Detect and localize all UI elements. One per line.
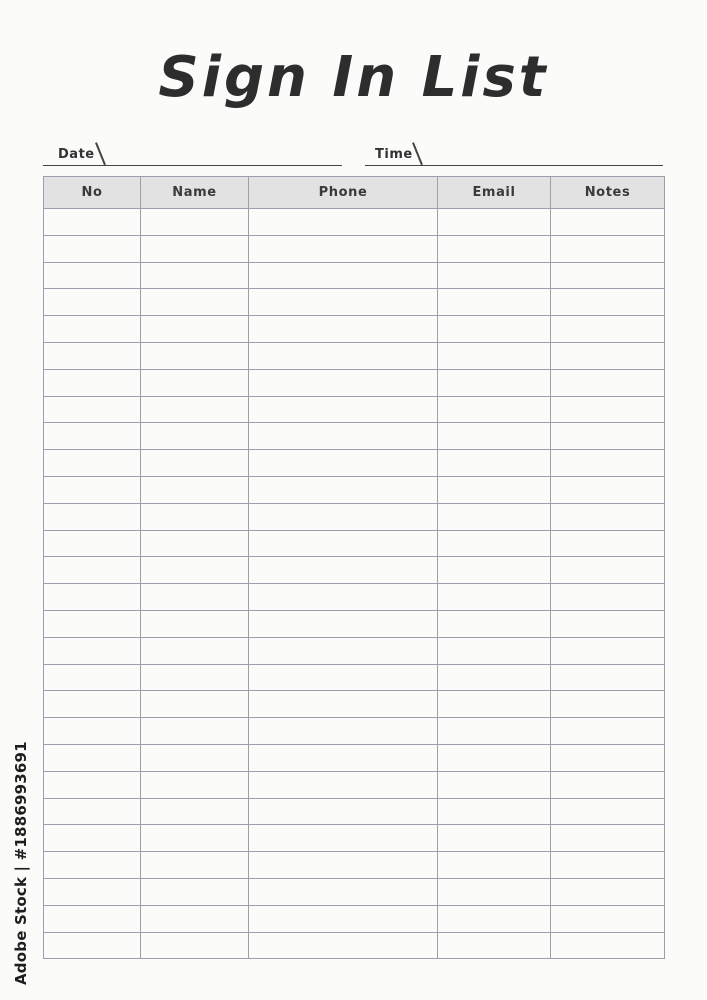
table-cell-no[interactable]	[44, 557, 141, 584]
table-cell-name[interactable]	[141, 744, 249, 771]
table-cell-no[interactable]	[44, 530, 141, 557]
table-cell-email[interactable]	[438, 905, 551, 932]
table-cell-name[interactable]	[141, 718, 249, 745]
table-cell-email[interactable]	[438, 342, 551, 369]
table-cell-phone[interactable]	[249, 825, 438, 852]
table-cell-email[interactable]	[438, 637, 551, 664]
table-cell-notes[interactable]	[551, 610, 665, 637]
table-row	[44, 209, 665, 236]
table-cell-notes[interactable]	[551, 369, 665, 396]
table-cell-email[interactable]	[438, 530, 551, 557]
table-cell-no[interactable]	[44, 503, 141, 530]
table-cell-email[interactable]	[438, 209, 551, 236]
table-cell-phone[interactable]	[249, 771, 438, 798]
table-cell-notes[interactable]	[551, 450, 665, 477]
table-row	[44, 718, 665, 745]
table-cell-name[interactable]	[141, 316, 249, 343]
table-row	[44, 878, 665, 905]
table-cell-name[interactable]	[141, 235, 249, 262]
table-cell-phone[interactable]	[249, 235, 438, 262]
column-header-no: No	[44, 177, 141, 209]
time-field[interactable]	[365, 140, 663, 166]
table-cell-no[interactable]	[44, 932, 141, 959]
table-cell-email[interactable]	[438, 825, 551, 852]
table-cell-email[interactable]	[438, 744, 551, 771]
table-cell-phone[interactable]	[249, 396, 438, 423]
table-cell-name[interactable]	[141, 503, 249, 530]
table-cell-email[interactable]	[438, 289, 551, 316]
table-cell-email[interactable]	[438, 557, 551, 584]
column-header-notes: Notes	[551, 177, 665, 209]
table-cell-phone[interactable]	[249, 557, 438, 584]
table-row	[44, 396, 665, 423]
table-cell-notes[interactable]	[551, 476, 665, 503]
table-row	[44, 905, 665, 932]
table-row	[44, 771, 665, 798]
table-cell-email[interactable]	[438, 798, 551, 825]
table-row	[44, 637, 665, 664]
table-cell-no[interactable]	[44, 476, 141, 503]
table-cell-no[interactable]	[44, 289, 141, 316]
table-cell-no[interactable]	[44, 798, 141, 825]
date-label: Date	[58, 147, 95, 162]
table-cell-phone[interactable]	[249, 664, 438, 691]
table-cell-notes[interactable]	[551, 852, 665, 879]
table-cell-email[interactable]	[438, 610, 551, 637]
table-cell-notes[interactable]	[551, 771, 665, 798]
table-cell-notes[interactable]	[551, 798, 665, 825]
table-cell-phone[interactable]	[249, 316, 438, 343]
column-header-phone: Phone	[249, 177, 438, 209]
table-cell-no[interactable]	[44, 744, 141, 771]
table-cell-phone[interactable]	[249, 852, 438, 879]
table-cell-name[interactable]	[141, 584, 249, 611]
table-cell-notes[interactable]	[551, 905, 665, 932]
table-header-row	[44, 177, 665, 209]
table-cell-notes[interactable]	[551, 316, 665, 343]
table-cell-no[interactable]	[44, 262, 141, 289]
table-cell-no[interactable]	[44, 878, 141, 905]
table-cell-notes[interactable]	[551, 262, 665, 289]
table-cell-email[interactable]	[438, 235, 551, 262]
table-row	[44, 503, 665, 530]
table-cell-name[interactable]	[141, 423, 249, 450]
table-cell-phone[interactable]	[249, 289, 438, 316]
table-cell-email[interactable]	[438, 771, 551, 798]
table-cell-no[interactable]	[44, 610, 141, 637]
table-cell-email[interactable]	[438, 878, 551, 905]
table-cell-notes[interactable]	[551, 664, 665, 691]
table-cell-name[interactable]	[141, 878, 249, 905]
table-row	[44, 369, 665, 396]
column-header-email: Email	[438, 177, 551, 209]
table-row	[44, 235, 665, 262]
table-cell-notes[interactable]	[551, 691, 665, 718]
table-body	[44, 209, 665, 959]
table-cell-notes[interactable]	[551, 718, 665, 745]
table-cell-phone[interactable]	[249, 369, 438, 396]
table-cell-name[interactable]	[141, 396, 249, 423]
date-divider	[95, 142, 105, 165]
table-cell-email[interactable]	[438, 503, 551, 530]
table-cell-name[interactable]	[141, 530, 249, 557]
table-cell-email[interactable]	[438, 262, 551, 289]
table-cell-notes[interactable]	[551, 396, 665, 423]
table-cell-name[interactable]	[141, 342, 249, 369]
table-cell-name[interactable]	[141, 476, 249, 503]
table-row	[44, 691, 665, 718]
table-cell-email[interactable]	[438, 584, 551, 611]
table-cell-phone[interactable]	[249, 798, 438, 825]
table-cell-email[interactable]	[438, 450, 551, 477]
table-row	[44, 557, 665, 584]
table-row	[44, 289, 665, 316]
table-cell-phone[interactable]	[249, 530, 438, 557]
table-cell-name[interactable]	[141, 691, 249, 718]
table-cell-name[interactable]	[141, 450, 249, 477]
table-cell-email[interactable]	[438, 718, 551, 745]
table-cell-email[interactable]	[438, 476, 551, 503]
table-cell-name[interactable]	[141, 557, 249, 584]
table-cell-name[interactable]	[141, 905, 249, 932]
table-cell-no[interactable]	[44, 209, 141, 236]
table-cell-no[interactable]	[44, 423, 141, 450]
table-cell-no[interactable]	[44, 771, 141, 798]
table-cell-no[interactable]	[44, 584, 141, 611]
table-cell-notes[interactable]	[551, 744, 665, 771]
table-cell-no[interactable]	[44, 235, 141, 262]
table-row	[44, 530, 665, 557]
stock-watermark-id: Adobe Stock | #1886993691	[12, 741, 30, 985]
table-cell-notes[interactable]	[551, 235, 665, 262]
table-row	[44, 262, 665, 289]
table-cell-phone[interactable]	[249, 450, 438, 477]
table-cell-name[interactable]	[141, 664, 249, 691]
table-cell-no[interactable]	[44, 718, 141, 745]
table-cell-name[interactable]	[141, 932, 249, 959]
table-row	[44, 450, 665, 477]
table-cell-no[interactable]	[44, 852, 141, 879]
table-row	[44, 342, 665, 369]
table-cell-name[interactable]	[141, 289, 249, 316]
table-cell-phone[interactable]	[249, 637, 438, 664]
table-cell-notes[interactable]	[551, 637, 665, 664]
table-cell-name[interactable]	[141, 209, 249, 236]
table-cell-name[interactable]	[141, 610, 249, 637]
table-cell-notes[interactable]	[551, 530, 665, 557]
table-cell-email[interactable]	[438, 932, 551, 959]
table-row	[44, 744, 665, 771]
table-row	[44, 932, 665, 959]
time-divider	[412, 142, 422, 165]
table-cell-no[interactable]	[44, 369, 141, 396]
table-cell-notes[interactable]	[551, 289, 665, 316]
table-cell-phone[interactable]	[249, 718, 438, 745]
table-cell-name[interactable]	[141, 369, 249, 396]
table-cell-no[interactable]	[44, 637, 141, 664]
table-cell-name[interactable]	[141, 771, 249, 798]
table-cell-email[interactable]	[438, 369, 551, 396]
table-cell-phone[interactable]	[249, 878, 438, 905]
table-cell-name[interactable]	[141, 825, 249, 852]
table-cell-email[interactable]	[438, 691, 551, 718]
table-cell-phone[interactable]	[249, 744, 438, 771]
table-cell-notes[interactable]	[551, 557, 665, 584]
table-cell-email[interactable]	[438, 852, 551, 879]
table-cell-phone[interactable]	[249, 262, 438, 289]
page-title: Sign In List	[158, 45, 549, 110]
table-cell-phone[interactable]	[249, 932, 438, 959]
table-cell-name[interactable]	[141, 637, 249, 664]
table-row	[44, 584, 665, 611]
table-row	[44, 825, 665, 852]
table-cell-name[interactable]	[141, 798, 249, 825]
table-cell-notes[interactable]	[551, 503, 665, 530]
table-cell-name[interactable]	[141, 852, 249, 879]
table-cell-no[interactable]	[44, 316, 141, 343]
table-cell-notes[interactable]	[551, 825, 665, 852]
table-cell-notes[interactable]	[551, 878, 665, 905]
table-cell-phone[interactable]	[249, 610, 438, 637]
table-cell-notes[interactable]	[551, 209, 665, 236]
table-cell-notes[interactable]	[551, 342, 665, 369]
table-cell-name[interactable]	[141, 262, 249, 289]
table-cell-phone[interactable]	[249, 342, 438, 369]
table-row	[44, 664, 665, 691]
table-row	[44, 476, 665, 503]
table-cell-phone[interactable]	[249, 691, 438, 718]
table-row	[44, 610, 665, 637]
table-cell-phone[interactable]	[249, 423, 438, 450]
table-cell-notes[interactable]	[551, 932, 665, 959]
table-cell-no[interactable]	[44, 396, 141, 423]
table-cell-no[interactable]	[44, 342, 141, 369]
table-cell-no[interactable]	[44, 691, 141, 718]
table-row	[44, 798, 665, 825]
table-cell-notes[interactable]	[551, 423, 665, 450]
table-cell-no[interactable]	[44, 905, 141, 932]
table-cell-phone[interactable]	[249, 584, 438, 611]
table-cell-no[interactable]	[44, 825, 141, 852]
table-cell-email[interactable]	[438, 423, 551, 450]
table-row	[44, 852, 665, 879]
table-cell-email[interactable]	[438, 396, 551, 423]
table-cell-notes[interactable]	[551, 584, 665, 611]
table-cell-email[interactable]	[438, 316, 551, 343]
table-cell-phone[interactable]	[249, 503, 438, 530]
column-header-name: Name	[141, 177, 249, 209]
sign-in-table	[43, 176, 665, 959]
table-cell-no[interactable]	[44, 664, 141, 691]
table-row	[44, 423, 665, 450]
time-label: Time	[375, 147, 413, 162]
date-field[interactable]	[43, 140, 342, 166]
table-cell-phone[interactable]	[249, 209, 438, 236]
table-cell-phone[interactable]	[249, 905, 438, 932]
table-cell-email[interactable]	[438, 664, 551, 691]
table-row	[44, 316, 665, 343]
table-cell-no[interactable]	[44, 450, 141, 477]
table-cell-phone[interactable]	[249, 476, 438, 503]
